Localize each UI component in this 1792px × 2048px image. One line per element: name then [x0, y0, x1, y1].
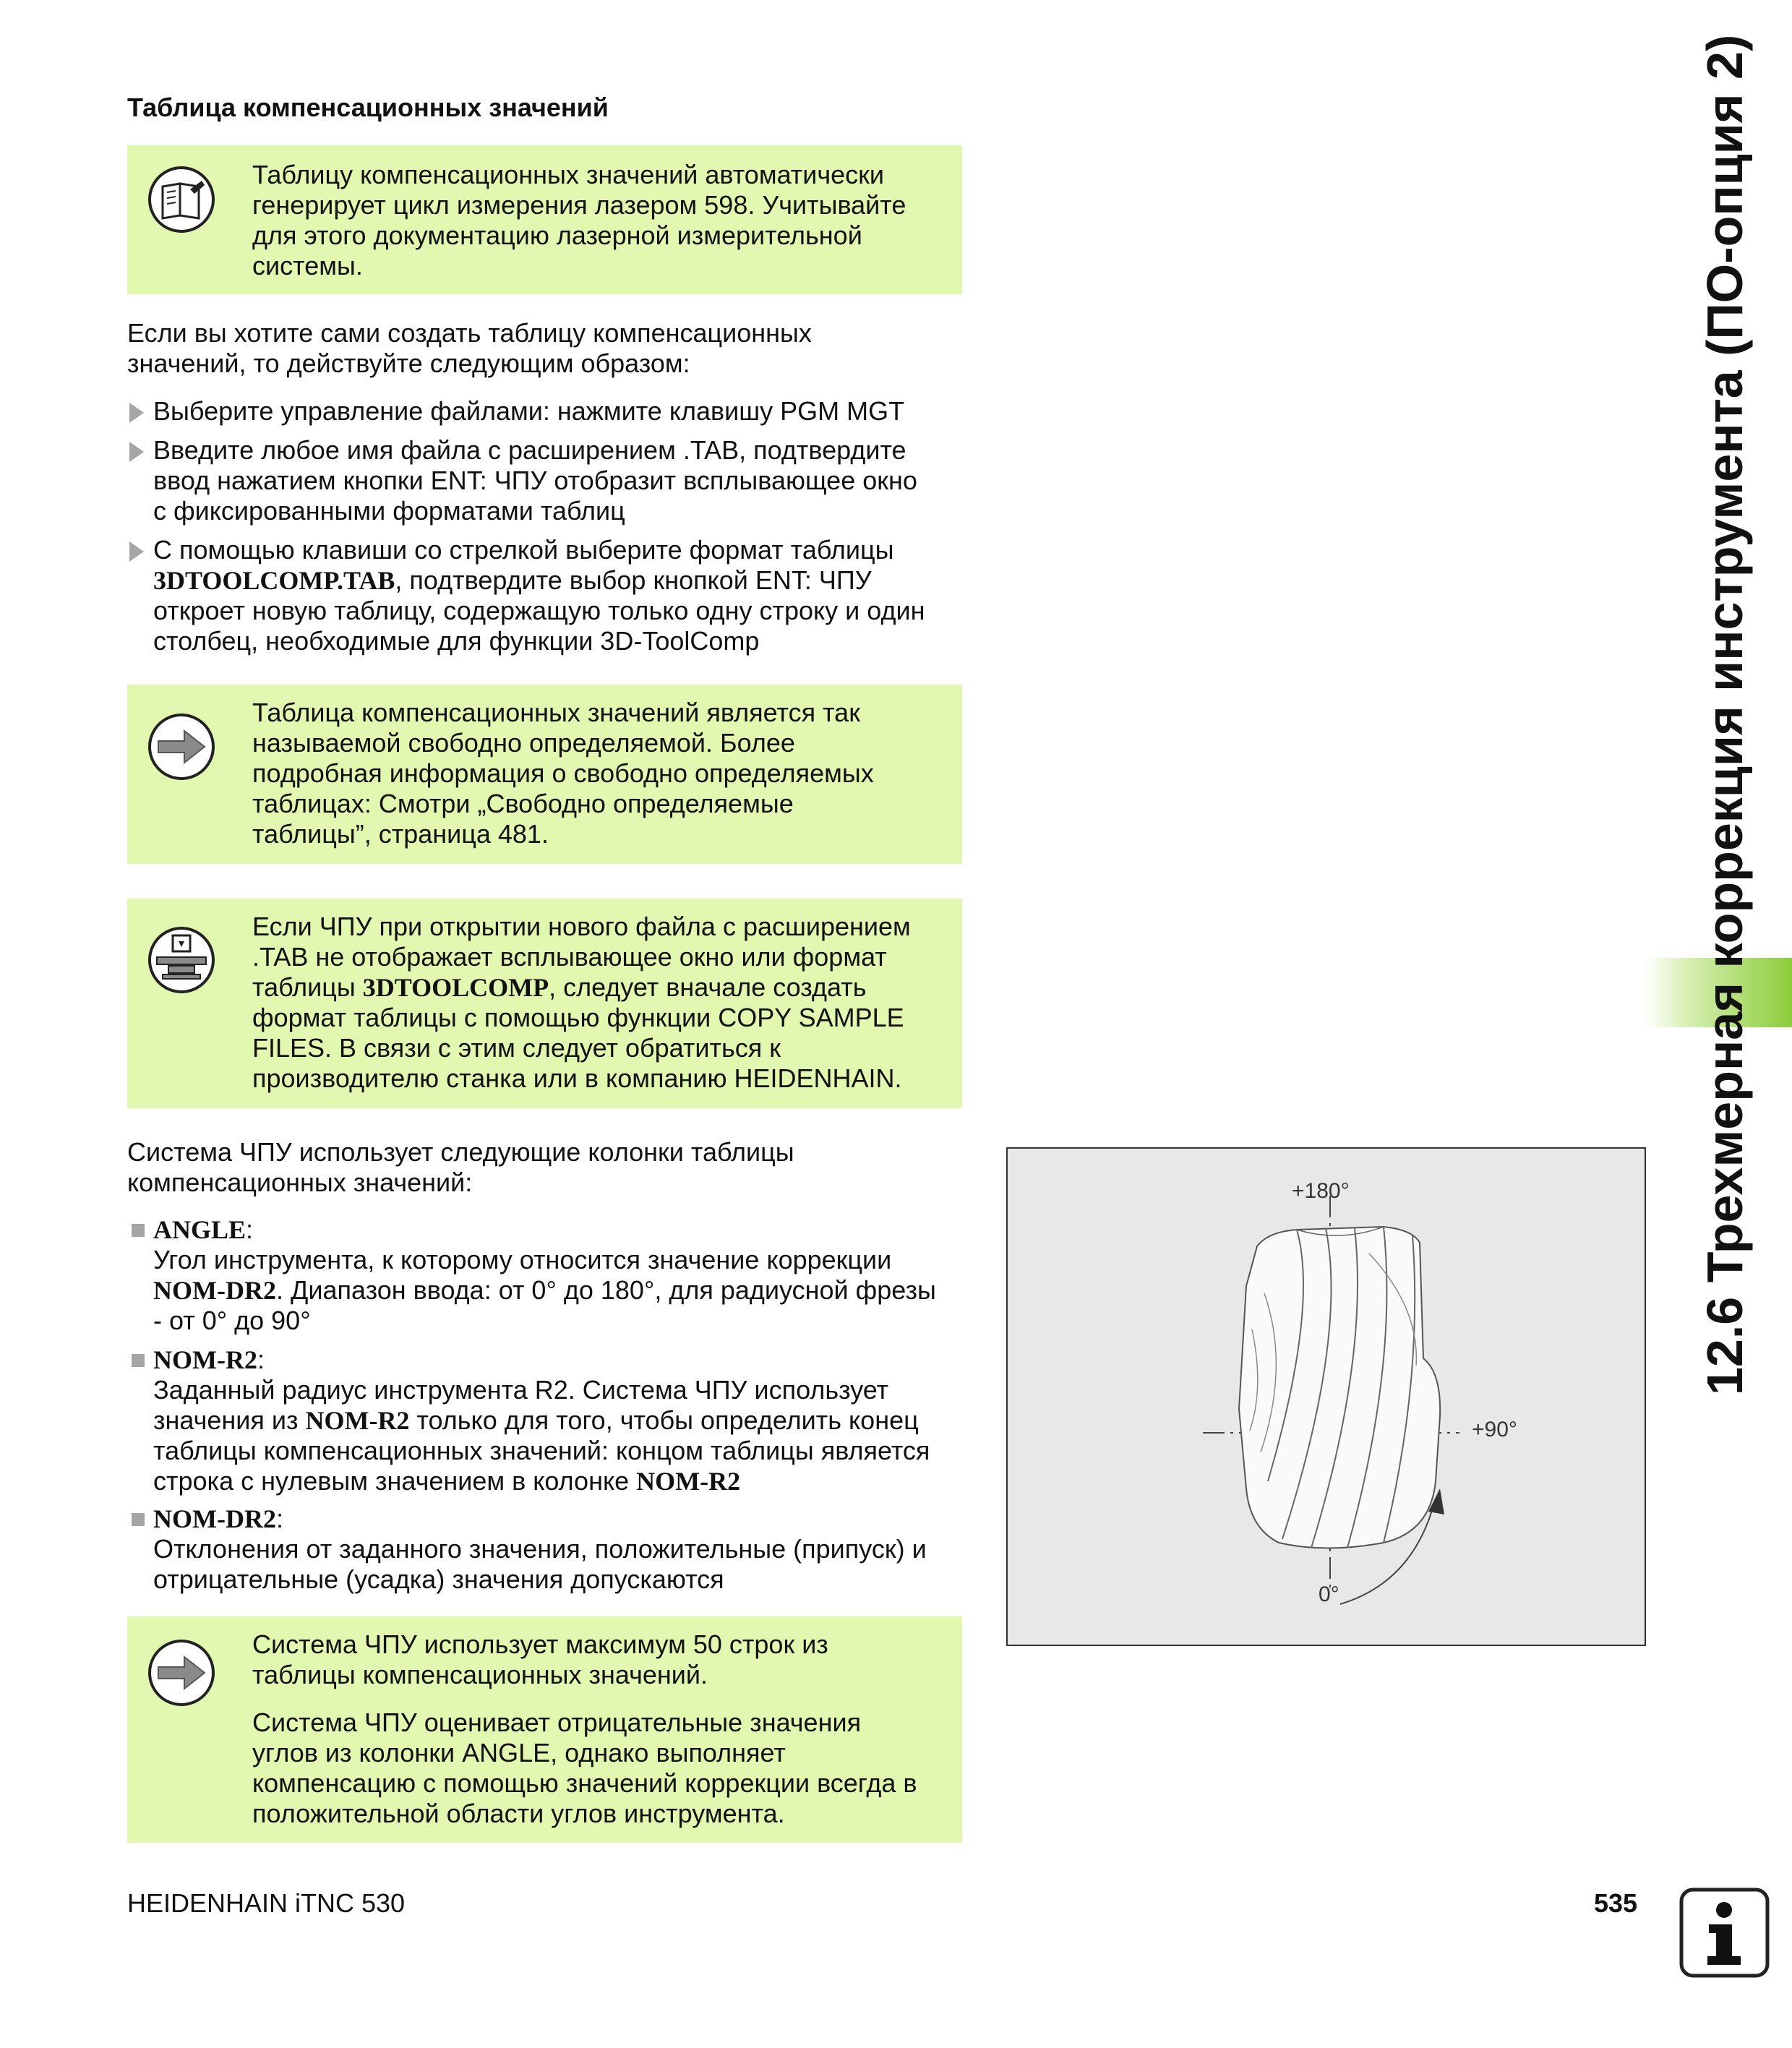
square-bullet-icon — [132, 1224, 145, 1237]
note-text — [252, 698, 948, 849]
column-item-nom-r2: NOM-R2: Заданный радиус инструмента R2. Система ЧПУ использует значения из NOM-R2 только для того, чтобы определить конец таблицы компенсационных значений: концом таблицы является строка с нулевым значением в колонке NOM-R2 — [127, 1345, 966, 1496]
note-line: Система ЧПУ оценивает отрицательные значения — [252, 1708, 862, 1737]
note-line: Система ЧПУ использует максимум 50 строк из — [252, 1629, 828, 1659]
intro-line: значений, то действуйте следующим образом: — [127, 348, 690, 378]
note-line: FILES. В связи с этим следует обратиться к — [252, 1033, 781, 1063]
step-line: С помощью клавиши со стрелкой выберите формат таблицы — [153, 535, 894, 565]
triangle-bullet-icon — [129, 403, 144, 423]
note-text — [252, 160, 948, 281]
footer-product: HEIDENHAIN iTNC 530 — [127, 1888, 406, 1918]
arrow-right-icon — [147, 1638, 216, 1708]
cutter-illustration — [1008, 1149, 1645, 1645]
note-line: Если ЧПУ при открытии нового файла с расширением — [252, 912, 911, 941]
column-desc-line: NOM-DR2. Диапазон ввода: от 0° до 180°, для радиусной фрезы — [153, 1275, 936, 1305]
column-name: ANGLE — [153, 1215, 246, 1244]
step-line: Выберите управление файлами: нажмите клавишу PGM MGT — [153, 396, 905, 426]
column-item-angle: ANGLE: Угол инструмента, к которому относится значение коррекции NOM-DR2. Диапазон ввода: от 0° до 180°, для радиусной фрезы - от 0° до 90° — [127, 1214, 966, 1336]
triangle-bullet-icon — [129, 442, 144, 462]
tool-angle-figure — [1006, 1147, 1646, 1646]
section-heading: Таблица компенсационных значений — [127, 93, 609, 122]
square-bullet-icon — [132, 1354, 145, 1367]
column-desc-line: таблицы компенсационных значений: концом таблицы является — [153, 1436, 930, 1465]
intro-line: Если вы хотите сами создать таблицу компенсационных — [127, 318, 812, 348]
step-item — [127, 435, 966, 526]
columns-intro — [127, 1137, 794, 1198]
note-box-documentation — [127, 145, 962, 294]
note-box-limits — [127, 1616, 962, 1843]
note-line: производителю станка или в компанию HEIDENHAIN. — [252, 1063, 902, 1093]
note-line: .TAB не отображает всплывающее окно или формат — [252, 942, 887, 972]
column-item-nom-dr2: NOM-DR2: Отклонения от заданного значения, положительные (припуск) и отрицательные (усадка) значения допускаются — [127, 1504, 966, 1595]
side-title-wrap — [1695, 34, 1754, 1395]
step-line: Введите любое имя файла с расширением .TAB, подтвердите — [153, 435, 906, 465]
column-desc-line: Отклонения от заданного значения, положительные (припуск) и — [153, 1534, 927, 1564]
note-line: подробная информация о свободно определяемых — [252, 758, 874, 788]
note-text — [252, 1629, 948, 1829]
note-line: называемой свободно определяемой. Более — [252, 728, 795, 758]
column-name: NOM-DR2 — [153, 1504, 276, 1533]
column-desc-line: отрицательные (усадка) значения допускаются — [153, 1564, 724, 1594]
note-text — [252, 912, 948, 1094]
note-line: таблицы компенсационных значений. — [252, 1660, 708, 1689]
step-line: откроет новую таблицу, содержащую только одну строку и один — [153, 596, 925, 625]
arrow-right-icon — [147, 712, 216, 781]
triangle-bullet-icon — [129, 541, 144, 562]
note-box-machine — [127, 899, 962, 1108]
step-item — [127, 396, 966, 427]
note-line: системы. — [252, 251, 363, 280]
step-line: ввод нажатием кнопки ENT: ЧПУ отобразит всплывающее окно — [153, 466, 917, 495]
note-line: формат таблицы с помощью функции COPY SAMPLE — [252, 1003, 904, 1032]
column-desc-line: строка с нулевым значением в колонке NOM-R2 — [153, 1466, 741, 1496]
column-desc-line: Заданный радиус инструмента R2. Система ЧПУ использует — [153, 1375, 889, 1405]
chapter-side-title: 12.6 Трехмерная коррекция инструмента (ПО-опция 2) — [1697, 34, 1753, 1395]
note-line: таблицы 3DTOOLCOMP, следует вначале создать — [252, 972, 867, 1002]
note-line: компенсацию с помощью значений коррекции всегда в — [252, 1768, 917, 1798]
column-desc-line: Угол инструмента, к которому относится значение коррекции — [153, 1245, 892, 1274]
note-line: положительной области углов инструмента. — [252, 1799, 785, 1828]
note-line: для этого документацию лазерной измерительной — [252, 220, 862, 250]
column-name: NOM-R2 — [153, 1345, 257, 1374]
intro-paragraph — [127, 318, 812, 379]
intro-line: компенсационных значений: — [127, 1167, 473, 1197]
step-line: 3DTOOLCOMP.TAB, подтвердите выбор кнопкой ENT: ЧПУ — [153, 565, 872, 595]
info-icon — [1679, 1887, 1770, 1979]
note-line: генерирует цикл измерения лазером 598. Учитывайте — [252, 190, 906, 220]
machine-icon — [147, 925, 216, 995]
note-line: углов из колонки ANGLE, однако выполняет — [252, 1738, 786, 1768]
column-desc-line: - от 0° до 90° — [153, 1306, 311, 1335]
angle-label-90: +90° — [1472, 1418, 1517, 1441]
note-line: Таблица компенсационных значений является так — [252, 698, 860, 727]
table-format-name: 3DTOOLCOMP — [362, 973, 549, 1002]
note-line: таблицы”, страница 481. — [252, 819, 549, 849]
note-box-info — [127, 685, 962, 864]
note-line: Таблицу компенсационных значений автоматически — [252, 160, 885, 189]
angle-label-180: +180° — [1292, 1179, 1350, 1203]
intro-line: Система ЧПУ использует следующие колонки таблицы — [127, 1137, 794, 1167]
square-bullet-icon — [132, 1513, 145, 1526]
step-line: с фиксированными форматами таблиц — [153, 496, 625, 526]
note-line: таблицах: Смотри „Свободно определяемые — [252, 789, 794, 818]
table-format-name: 3DTOOLCOMP.TAB — [153, 566, 395, 595]
column-desc-line: значения из NOM-R2 только для того, чтобы определить конец — [153, 1405, 919, 1435]
manual-icon — [147, 165, 216, 234]
angle-label-0: 0° — [1319, 1582, 1339, 1606]
page-number: 535 — [1594, 1888, 1638, 1918]
step-line: столбец, необходимые для функции 3D-ToolComp — [153, 626, 760, 656]
step-item — [127, 535, 966, 656]
